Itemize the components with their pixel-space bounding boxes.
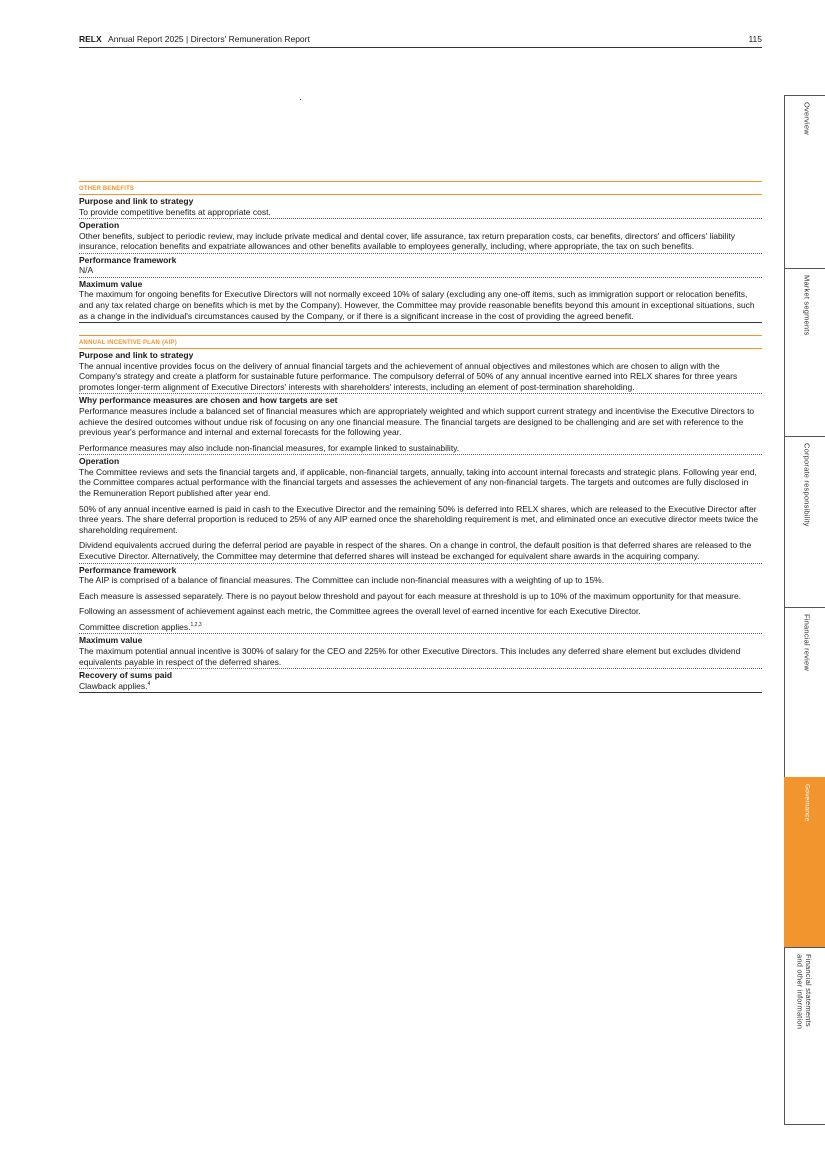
aip-performance-text-1: The AIP is comprised of a balance of financial measures. The Committee can include non-financial measures with a weighting of up to 15%.	[79, 575, 605, 586]
ob-max-title: Maximum value	[79, 278, 143, 289]
aip-operation-text-2: 50% of any annual incentive earned is paid in cash to the Executive Director and the remaining 50% is deferred into RELX shares, which are released to the Executive Director after three years. The share deferral proportion is reduced to 25% of any AIP earned once the shareholding requirement is met, and eliminated once an executive director meets twice the shareholding requirement.	[79, 503, 759, 535]
ob-performance-text: N/A	[79, 265, 94, 276]
brand-name: RELX	[79, 34, 102, 44]
aip-purpose-title: Purpose and link to strategy	[79, 350, 194, 361]
aip-performance-text-4	[79, 622, 762, 633]
aip-why-text-2: Performance measures may also include non-financial measures, for example linked to sustainability.	[79, 442, 460, 453]
main-content	[79, 181, 762, 693]
block-ob-operation	[79, 220, 762, 254]
footnote-ref-123: 1,2,3	[190, 622, 202, 629]
block-ob-max	[79, 279, 762, 323]
block-aip-purpose	[79, 350, 762, 394]
block-aip-operation	[79, 456, 762, 563]
tab-label-overview: Overview	[802, 102, 812, 135]
aip-operation-text-3: Dividend equivalents accrued during the deferral period are payable in respect of the shares. On a change in control, the default position is that deferred shares are released to the Executive Director. Alternatively, the Committee may determine that deferred shares will instead be exchanged for equivalent share awards in the acquiring company.	[79, 540, 752, 561]
tab-financial-review[interactable]	[784, 607, 825, 777]
aip-recovery-title: Recovery of sums paid	[79, 670, 173, 681]
block-aip-recovery	[79, 670, 762, 693]
tab-label-financial-statements: Financial statements and other information	[795, 954, 813, 1030]
tab-label-governance: Governance	[803, 784, 811, 822]
ob-operation-title: Operation	[79, 220, 120, 231]
stray-dot	[300, 99, 301, 100]
tab-financial-statements[interactable]	[784, 947, 825, 1125]
tab-corporate-responsibility[interactable]	[784, 436, 825, 607]
aip-performance-text-2: Each measure is assessed separately. There is no payout below threshold and payout for each measure at threshold is up to 10% of the maximum opportunity for that measure.	[79, 590, 742, 601]
tab-market-segments[interactable]	[784, 268, 825, 436]
section-heading-aip: ANNUAL INCENTIVE PLAN (AIP)	[79, 335, 762, 349]
tab-label-corporate-responsibility: Corporate responsibility	[802, 443, 812, 527]
tab-governance[interactable]	[784, 777, 825, 947]
report-title: Annual Report 2025 | Directors' Remuneration Report	[108, 34, 310, 44]
aip-operation-title: Operation	[79, 456, 120, 467]
ob-purpose-title: Purpose and link to strategy	[79, 196, 194, 206]
tab-label-market-segments: Market segments	[802, 275, 812, 336]
aip-max-title: Maximum value	[79, 635, 143, 646]
aip-why-title: Why performance measures are chosen and how targets are set	[79, 395, 338, 406]
aip-purpose-text: The annual incentive provides focus on the delivery of annual financial targets and the achievement of annual objectives and milestones which are chosen to align with the Company's strategy and create a platform for sustainable future performance. The compulsory deferral of 50% of any annual incentive earned into RELX shares for three years promotes longer-term alignment of Executive Directors' interests with shareholders' interests, including an element of post-termination shareholding.	[79, 360, 738, 392]
footnote-ref-4: 4	[147, 680, 151, 687]
ob-operation-text: Other benefits, subject to periodic review, may include private medical and dental cover, life assurance, tax return preparation costs, car benefits, directors' and officers' liability insurance, relocation benefits and expatriate allowances and other benefits available to employees generally, including, where appropriate, the tax on such benefits.	[79, 230, 736, 252]
block-ob-purpose	[79, 196, 762, 219]
aip-performance-text-3: Following an assessment of achievement against each metric, the Committee agrees the overall level of earned incentive for each Executive Director.	[79, 606, 641, 617]
ob-purpose-text: To provide competitive benefits at appropriate cost.	[79, 206, 271, 217]
tab-label-financial-review: Financial review	[802, 614, 812, 671]
aip-why-text-1: Performance measures include a balanced set of financial measures which are appropriately weighted and which support current strategy and incentivise the Executive Directors to achieve the desired outcomes without undue risk of focusing on any one financial measure. The financial targets are designed to be challenging and are set with reference to the previous year's performance and internal and external forecasts for the following year.	[79, 405, 755, 438]
block-aip-max	[79, 635, 762, 669]
block-aip-performance	[79, 565, 762, 635]
ob-max-text: The maximum for ongoing benefits for Executive Directors will not normally exceed 10% of salary (excluding any one-off items, such as immigration support or relocation benefits, and any tax related charge on benefits which is met by the Company). However, the Committee may provide reasonable benefits beyond this amount in exceptional situations, such as a change in the individual's circumstances caused by the Company, or if there is a significant increase in the cost of providing the agreed benefit.	[79, 289, 755, 321]
aip-performance-title: Performance framework	[79, 564, 177, 575]
aip-recovery-text	[79, 681, 762, 692]
ob-performance-title: Performance framework	[79, 254, 177, 265]
block-aip-why	[79, 395, 762, 455]
page-header	[79, 33, 762, 48]
aip-max-text: The maximum potential annual incentive is 300% of salary for the CEO and 225% for other Executive Directors. This includes any deferred share element but excludes dividend equivalents payable in respect of the deferred shares.	[79, 645, 741, 667]
section-heading-other-benefits: OTHER BENEFITS	[79, 181, 762, 195]
discretion-text: Committee discretion applies.	[79, 621, 191, 632]
aip-operation-text-1: The Committee reviews and sets the financial targets and, if applicable, non-financial targets, annually, taking into account internal forecasts and strategic plans. Following year end, the Committee compares actual performance with the financial targets and assesses the achievement of any non-financial targets. The targets and outcomes are fully disclosed in the Remuneration Report published after year end.	[79, 466, 757, 498]
clawback-text: Clawback applies.	[79, 680, 148, 691]
block-ob-performance	[79, 255, 762, 278]
tab-overview[interactable]	[784, 95, 825, 268]
page-number: 115	[748, 34, 762, 44]
